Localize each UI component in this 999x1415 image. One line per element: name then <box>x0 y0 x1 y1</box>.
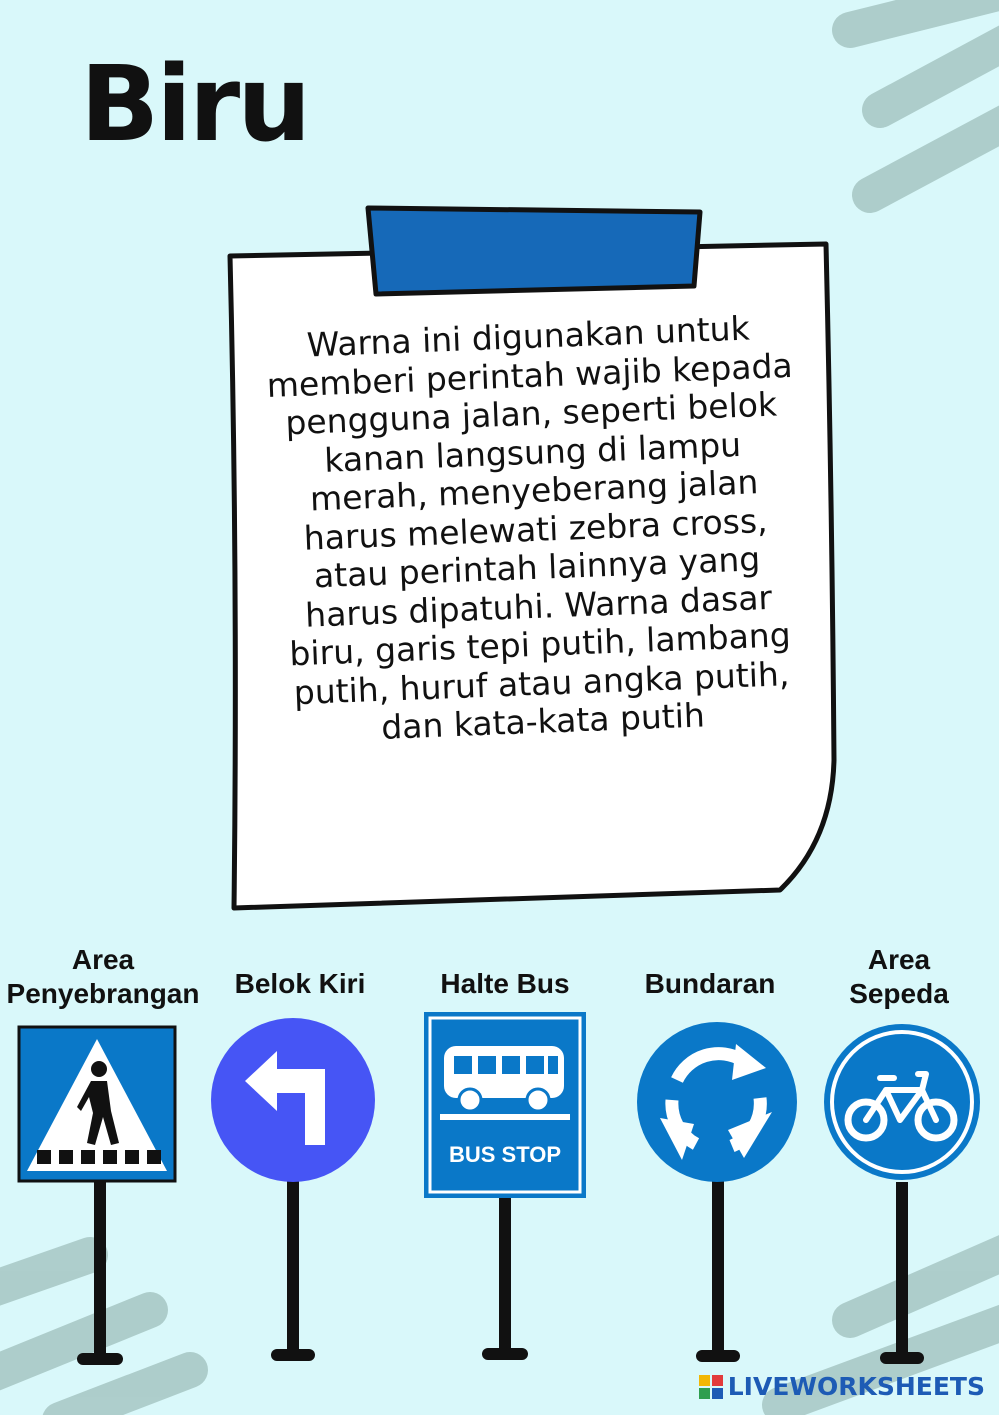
bus-stop-sign-icon <box>420 1010 590 1380</box>
tape-strip <box>368 208 700 294</box>
bicycle-sign-icon <box>822 1022 982 1382</box>
description-text: Warna ini digunakan untuk memberi perintah wajib kepada pengguna jalan, seperti belok kanan langsung di lampu merah, menyeberang jalan harus melewati zebra cross, atau perintah lainnya yang harus dipatuhi. Warna dasar biru, garis tepi putih, lambang putih, huruf atau angka putih, dan kata-kata putih <box>266 308 794 747</box>
footer-brand-text: LIVEWORKSHEETS <box>727 1372 985 1401</box>
liveworksheets-logo-icon <box>698 1374 724 1400</box>
page-title: Biru <box>80 43 309 165</box>
footer-brand <box>698 1372 985 1401</box>
sign-label-belok-kiri: Belok Kiri <box>234 968 366 999</box>
roundabout-sign-icon <box>632 1020 802 1380</box>
sign-label-area-penyebrangan: Area Penyebrangan <box>6 944 200 1009</box>
turn-left-sign-icon <box>205 1015 380 1380</box>
bus-stop-sign-text: BUS STOP <box>448 1142 562 1167</box>
sign-label-area-sepeda: Area Sepeda <box>849 944 949 1009</box>
sign-label-bundaran: Bundaran <box>644 968 776 999</box>
pedestrian-crossing-sign-icon <box>15 1025 185 1380</box>
sign-label-halte-bus: Halte Bus <box>440 968 570 999</box>
